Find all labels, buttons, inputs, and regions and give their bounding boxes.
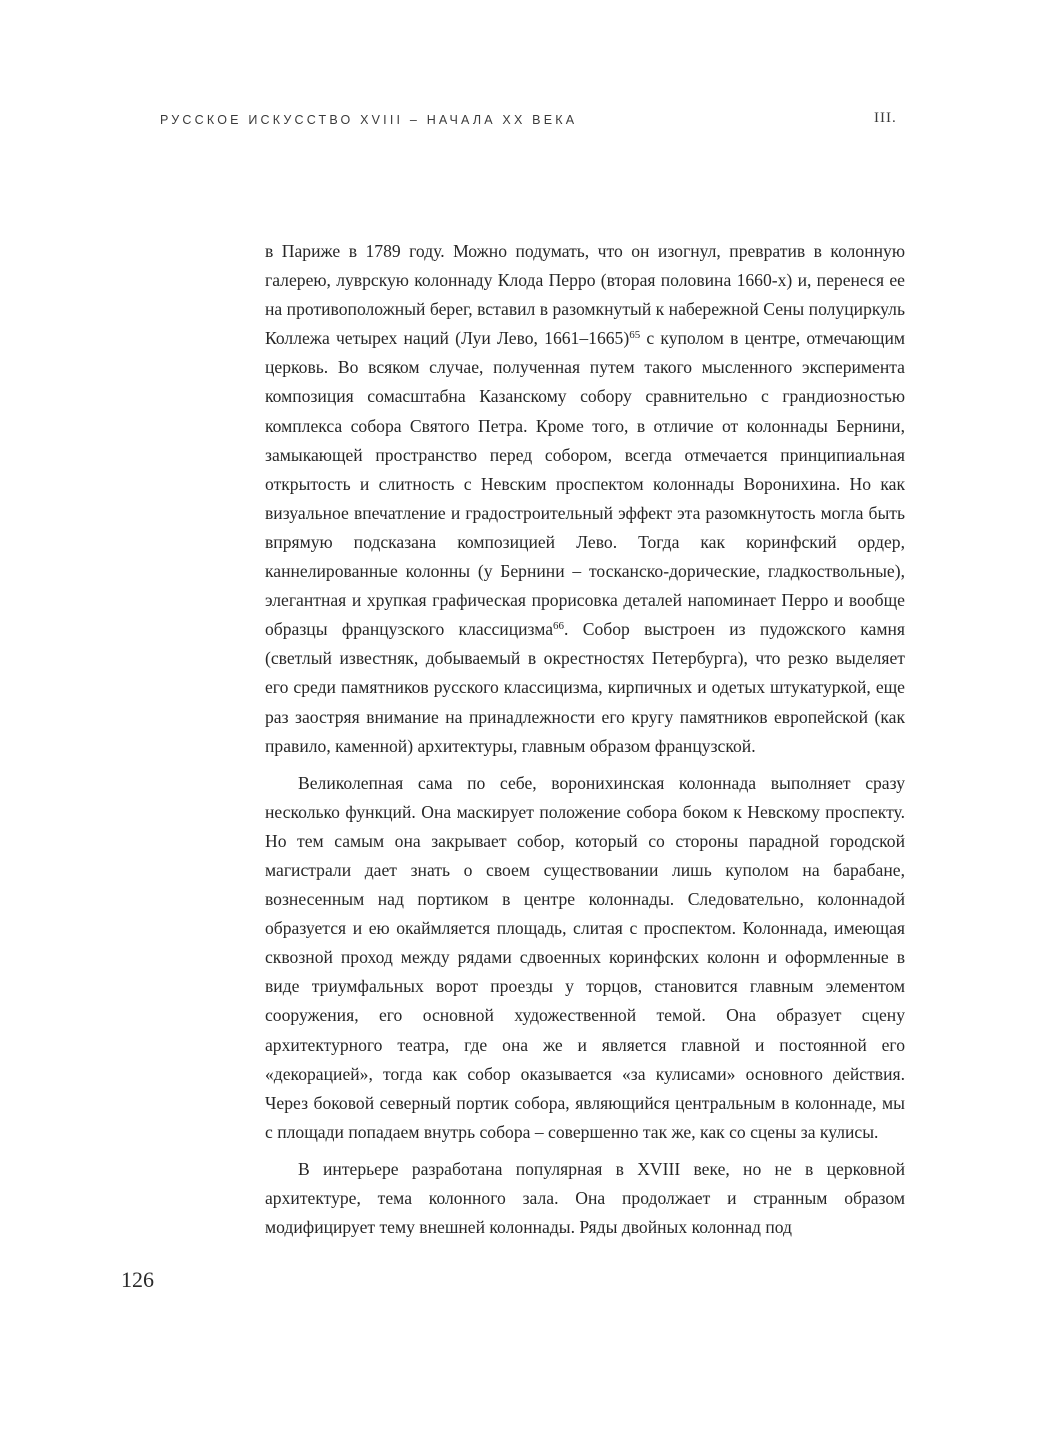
paragraph-1-part-3: . Собор выстроен из пудожского камня (светлый известняк, добываемый в окрестностях Петербурга), что резко выделяет его среди памятников русского классицизма, кирпичных и одетых штукатуркой, еще раз заостряя внимание на принадлежности его кругу памятников европейской (как правило, каменной) архитектуры, главным образом французской. [265,619,905,756]
body-text [265,237,905,1242]
running-head: РУССКОЕ ИСКУССТВО XVIII – НАЧАЛА XX ВЕКА [160,113,578,127]
paragraph-1-part-2: с куполом в центре, отмечающим церковь. Во всяком случае, полученная путем такого мысленного эксперимента композиция сомасштабна Казанскому собору сравнительно с грандиозностью комплекса собора Святого Петра. Кроме того, в отличие от колоннады Бернини, замыкающей пространство перед собором, всегда отмечается принципиальная открытость и слитность с Невским проспектом колоннады Воронихина. Но как визуальное впечатление и градостроительный эффект эта разомкнутость могла быть впрямую подсказана композицией Лево. Тогда как коринфский ордер, каннелированные колонны (у Бернини – тосканско-дорические, гладкоствольные), элегантная и хрупкая графическая прорисовка деталей напоминает Перро и вообще образцы французского классицизма [265,328,906,640]
page-number: 126 [121,1267,154,1292]
paragraph-1 [265,237,905,761]
chapter-mark: III. [874,110,897,126]
footnote-ref-66[interactable]: 66 [553,620,565,633]
paragraph-1-part-1: в Париже в 1789 году. Можно подумать, что он изогнул, превратив в колонную галерею, луврскую колоннаду Клода Перро (вторая половина 1660-х) и, перенеся ее на противоположный берег, вставил в разомкнутый к набережной Сены полуциркуль Коллежа четырех наций (Луи Лево, 1661–1665) [265,241,905,349]
paragraph-3: В интерьере разработана популярная в XVIII веке, но не в церковной архитектуре, тема колонного зала. Она продолжает и странным образом модифицирует тему внешней колоннады. Ряды двойных колоннад под [265,1158,905,1238]
paragraph-2: Великолепная сама по себе, воронихинская колоннада выполняет сразу несколько функций. Она маскирует положение собора боком к Невскому проспекту. Но тем самым она закрывает собор, который со стороны парадной городской магистрали дает знать о своем существовании лишь куполом на барабане, вознесенным над портиком в центре колоннады. Следовательно, колоннадой образуется и ею окаймляется площадь, слитая с проспектом. Колоннада, имеющая сквозной проход между рядами сдвоенных коринфских колонн и оформленные в виде триумфальных ворот проезды у торцов, становится главным элементом сооружения, его основной художественной темой. Она образует сцену архитектурного театра, где она же и является главной и постоянной его «декорацией», тогда как собор оказывается «за кулисами» основного действия. Через боковой северный портик собора, являющийся центральным в колоннаде, мы с площади попадаем внутрь собора – совершенно так же, как со сцены за кулисы. [265,772,905,1142]
footnote-ref-65[interactable]: 65 [629,329,641,342]
